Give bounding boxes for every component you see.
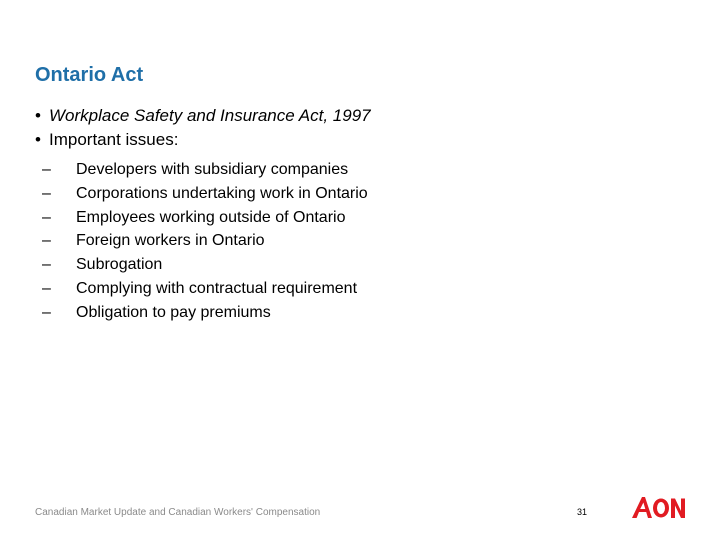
- slide-title: Ontario Act: [35, 64, 144, 86]
- sub-bullet-item: [42, 301, 368, 325]
- sub-bullet-text: Developers with subsidiary companies: [76, 161, 349, 178]
- sub-bullet-dash: –: [42, 184, 51, 202]
- bullet-text: Workplace Safety and Insurance Act, 1997: [49, 106, 371, 125]
- bullet-item: [35, 104, 371, 128]
- sub-bullet-dash: –: [42, 256, 51, 274]
- sub-bullet-dash: –: [42, 161, 51, 178]
- sub-bullet-dash: –: [42, 232, 51, 250]
- page-number: 31: [577, 507, 588, 517]
- sub-bullet-dash: –: [42, 279, 51, 297]
- sub-bullet-list: [42, 158, 368, 325]
- sub-bullet-text: Subrogation: [76, 256, 163, 274]
- bullet-mark: •: [35, 106, 41, 125]
- sub-bullet-text: Employees working outside of Ontario: [76, 208, 346, 226]
- bullet-text: Important issues:: [49, 130, 179, 149]
- bullet-item: [35, 128, 371, 152]
- sub-bullet-item: [42, 182, 368, 206]
- sub-bullet-item: [42, 229, 368, 253]
- sub-bullet-item: [42, 158, 368, 182]
- sub-bullet-item: [42, 277, 368, 301]
- sub-bullet-text: Complying with contractual requirement: [76, 279, 358, 297]
- sub-bullet-text: Obligation to pay premiums: [76, 303, 271, 321]
- bullet-list: [35, 104, 371, 152]
- sub-bullet-item: [42, 206, 368, 230]
- sub-bullet-text: Foreign workers in Ontario: [76, 232, 265, 250]
- bullet-mark: •: [35, 130, 41, 149]
- sub-bullet-item: [42, 253, 368, 277]
- sub-bullet-dash: –: [42, 303, 51, 321]
- sub-bullet-text: Corporations undertaking work in Ontario: [76, 184, 368, 202]
- sub-bullet-dash: –: [42, 208, 51, 226]
- footer-text: Canadian Market Update and Canadian Workers' Compensation: [35, 507, 321, 518]
- aon-logo: [630, 494, 686, 520]
